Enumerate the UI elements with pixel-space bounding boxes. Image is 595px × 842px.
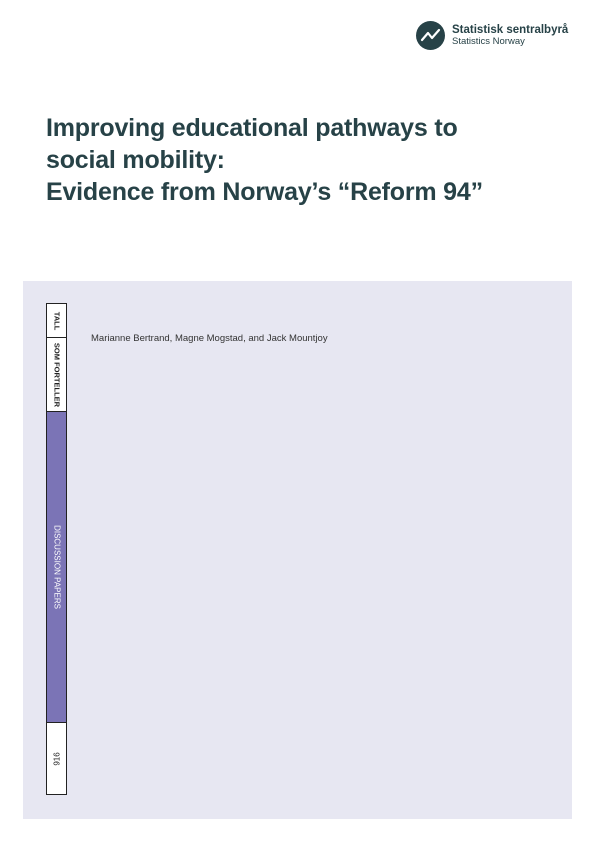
- page-title: [46, 112, 546, 208]
- spine-number-segment: [47, 722, 66, 794]
- title-line-3: Evidence from Norway’s “Reform 94”: [46, 178, 483, 206]
- spine-som-forteller-segment: [47, 338, 66, 412]
- ssb-logo: [416, 21, 568, 50]
- ssb-logo-icon: [416, 21, 445, 50]
- logo-subtitle: Statistics Norway: [452, 35, 525, 47]
- title-line-2: social mobility:: [46, 146, 225, 174]
- cover-panel: [23, 281, 572, 819]
- logo-name: Statistisk sentralbyrå: [452, 23, 569, 36]
- spine-number-label: 916: [52, 751, 61, 766]
- title-line-1: Improving educational pathways to: [46, 114, 458, 142]
- spine-tall-segment: [47, 304, 66, 338]
- logo-text: [452, 24, 568, 47]
- series-spine: [46, 303, 67, 795]
- spine-series-segment: [47, 412, 66, 722]
- spine-tall-label: TALL: [52, 311, 61, 330]
- spine-som-forteller-label: SOM FORTELLER: [52, 342, 61, 407]
- spine-series-label: DISCUSSION PAPERS: [52, 525, 61, 609]
- authors: Marianne Bertrand, Magne Mogstad, and Jack Mountjoy: [91, 333, 328, 344]
